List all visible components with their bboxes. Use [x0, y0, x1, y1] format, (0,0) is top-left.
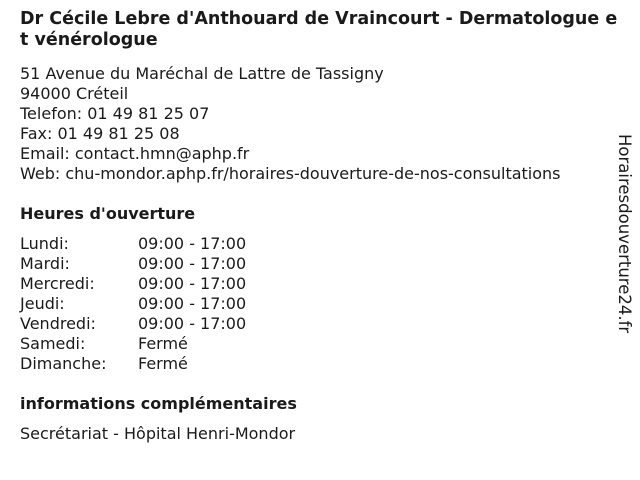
- email-label: Email:: [20, 144, 75, 163]
- hours-time: 09:00 - 17:00: [138, 254, 247, 273]
- additional-info-text: Secrétariat - Hôpital Henri-Mondor: [20, 424, 296, 443]
- hours-row-tuesday: [20, 254, 246, 274]
- hours-day: Mardi:: [20, 254, 70, 273]
- web-line: [20, 164, 605, 184]
- hours-row-thursday: [20, 294, 246, 314]
- site-watermark: Horairesdouverture24.fr: [615, 134, 634, 334]
- hours-day: Dimanche:: [20, 354, 107, 373]
- address-block: [20, 64, 605, 184]
- hours-day: Jeudi:: [20, 294, 65, 313]
- hours-time: 09:00 - 17:00: [138, 234, 247, 253]
- opening-hours-heading: Heures d'ouverture: [20, 204, 196, 223]
- city-postal-code: 94000 Créteil: [20, 84, 129, 103]
- fax-number: Fax: 01 49 81 25 08: [20, 124, 180, 143]
- hours-time: Fermé: [138, 354, 188, 373]
- web-label: Web:: [20, 164, 66, 183]
- website-link[interactable]: chu-mondor.aphp.fr/horaires-douverture-de-nos-consultations: [65, 164, 561, 183]
- hours-row-wednesday: [20, 274, 246, 294]
- phone-number: Telefon: 01 49 81 25 07: [20, 104, 210, 123]
- page-title: Dr Cécile Lebre d'Anthouard de Vraincourt - Dermatologue et vénérologue: [20, 9, 618, 50]
- hours-day: Vendredi:: [20, 314, 96, 333]
- hours-time: 09:00 - 17:00: [138, 294, 247, 313]
- email-link[interactable]: contact.hmn@aphp.fr: [74, 144, 250, 163]
- hours-row-monday: [20, 234, 246, 254]
- hours-row-saturday: [20, 334, 246, 354]
- hours-day: Lundi:: [20, 234, 69, 253]
- hours-day: Mercredi:: [20, 274, 95, 293]
- street-address: 51 Avenue du Maréchal de Lattre de Tassigny: [20, 64, 384, 83]
- email-line: [20, 144, 605, 164]
- hours-day: Samedi:: [20, 334, 86, 353]
- hours-row-friday: [20, 314, 246, 334]
- hours-time: 09:00 - 17:00: [138, 314, 247, 333]
- additional-info-heading: informations complémentaires: [20, 394, 297, 413]
- hours-row-sunday: [20, 354, 246, 374]
- hours-time: 09:00 - 17:00: [138, 274, 247, 293]
- hours-time: Fermé: [138, 334, 188, 353]
- opening-hours-table: [20, 234, 246, 374]
